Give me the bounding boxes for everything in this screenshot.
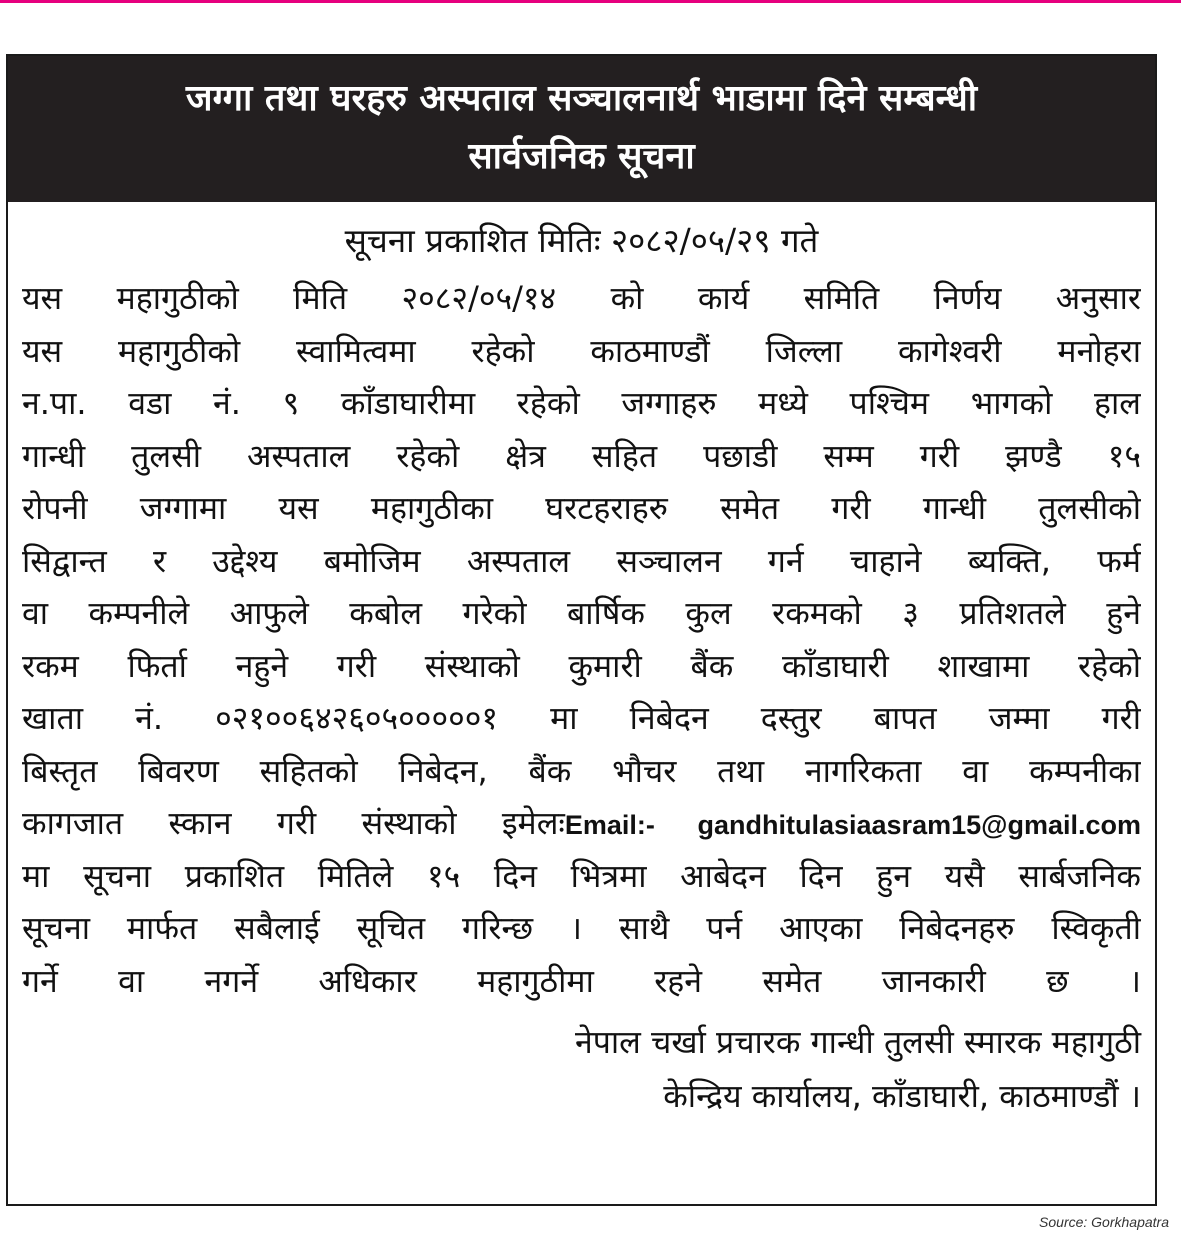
body-line: यस महागुठीको स्वामित्वमा रहेको काठमाण्डौं जिल्ला कागेश्वरी मनोहरा: [22, 331, 1141, 370]
email-line-prefix: कागजात स्कान गरी संस्थाको इमेलः: [22, 804, 565, 842]
body-line: रोपनी जग्गामा यस महागुठीका घरटहराहरु समेत गरी गान्धी तुलसीको: [22, 489, 1141, 527]
body-line: खाता नं. ०२१००६४२६०५०००००१ मा निबेदन दस्तुर बापत जम्मा गरी: [22, 699, 1141, 737]
source-credit: Source: Gorkhapatra: [1039, 1214, 1169, 1230]
body-line: मा सूचना प्रकाशित मितिले १५ दिन भित्रमा आबेदन दिन हुन यसै सार्बजनिक: [22, 856, 1141, 895]
body-line: वा कम्पनीले आफुले कबोल गरेको बार्षिक कुल रकमको ३ प्रतिशतले हुने: [22, 594, 1141, 632]
body-line: यस महागुठीको मिति २०८२/०५/१४ को कार्य समिति निर्णय अनुसार: [22, 279, 1141, 317]
notice-title-line-1: जग्गा तथा घरहरु अस्पताल सञ्चालनार्थ भाडामा दिने सम्बन्धी: [185, 78, 978, 119]
email-line: [22, 797, 1141, 850]
body-line: न.पा. वडा नं. ९ काँडाघारीमा रहेको जग्गाहरु मध्ये पश्चिम भागको हाल: [22, 384, 1141, 422]
body-line: रकम फिर्ता नहुने गरी संस्थाको कुमारी बैंक काँडाघारी शाखामा रहेको: [22, 646, 1141, 685]
notice-title-line-2: सार्वजनिक सूचना: [468, 136, 695, 177]
body-line: गान्धी तुलसी अस्पताल रहेको क्षेत्र सहित पछाडी सम्म गरी झण्डै १५: [22, 436, 1141, 475]
body-line: बिस्तृत बिवरण सहितको निबेदन, बैंक भौचर तथा नागरिकता वा कम्पनीका: [22, 751, 1141, 790]
body-line: गर्ने वा नगर्ने अधिकार महागुठीमा रहने समेत जानकारी छ ।: [22, 961, 1141, 1000]
body-line: सिद्वान्त र उद्देश्य बमोजिम अस्पताल सञ्चालन गर्न चाहाने ब्यक्ति, फर्म: [22, 541, 1141, 580]
signature-office: केन्द्रिय कार्यालय, काँडाघारी, काठमाण्डौं ।: [663, 1077, 1141, 1115]
email-address[interactable]: Email:- gandhitulasiaasram15@gmail.com: [564, 810, 1141, 840]
top-accent-line: [0, 0, 1181, 3]
notice-body: [8, 272, 1155, 1007]
body-line: सूचना मार्फत सबैलाई सूचित गरिन्छ । साथै पर्न आएका निबेदनहरु स्विकृती: [22, 909, 1141, 947]
public-notice: [6, 54, 1157, 1206]
publication-date: सूचना प्रकाशित मितिः २०८२/०५/२९ गते: [344, 221, 819, 260]
notice-title-bar: [8, 56, 1155, 202]
signature-organization: नेपाल चर्खा प्रचारक गान्धी तुलसी स्मारक महागुठी: [574, 1023, 1141, 1061]
signature-block: [8, 1015, 1155, 1123]
